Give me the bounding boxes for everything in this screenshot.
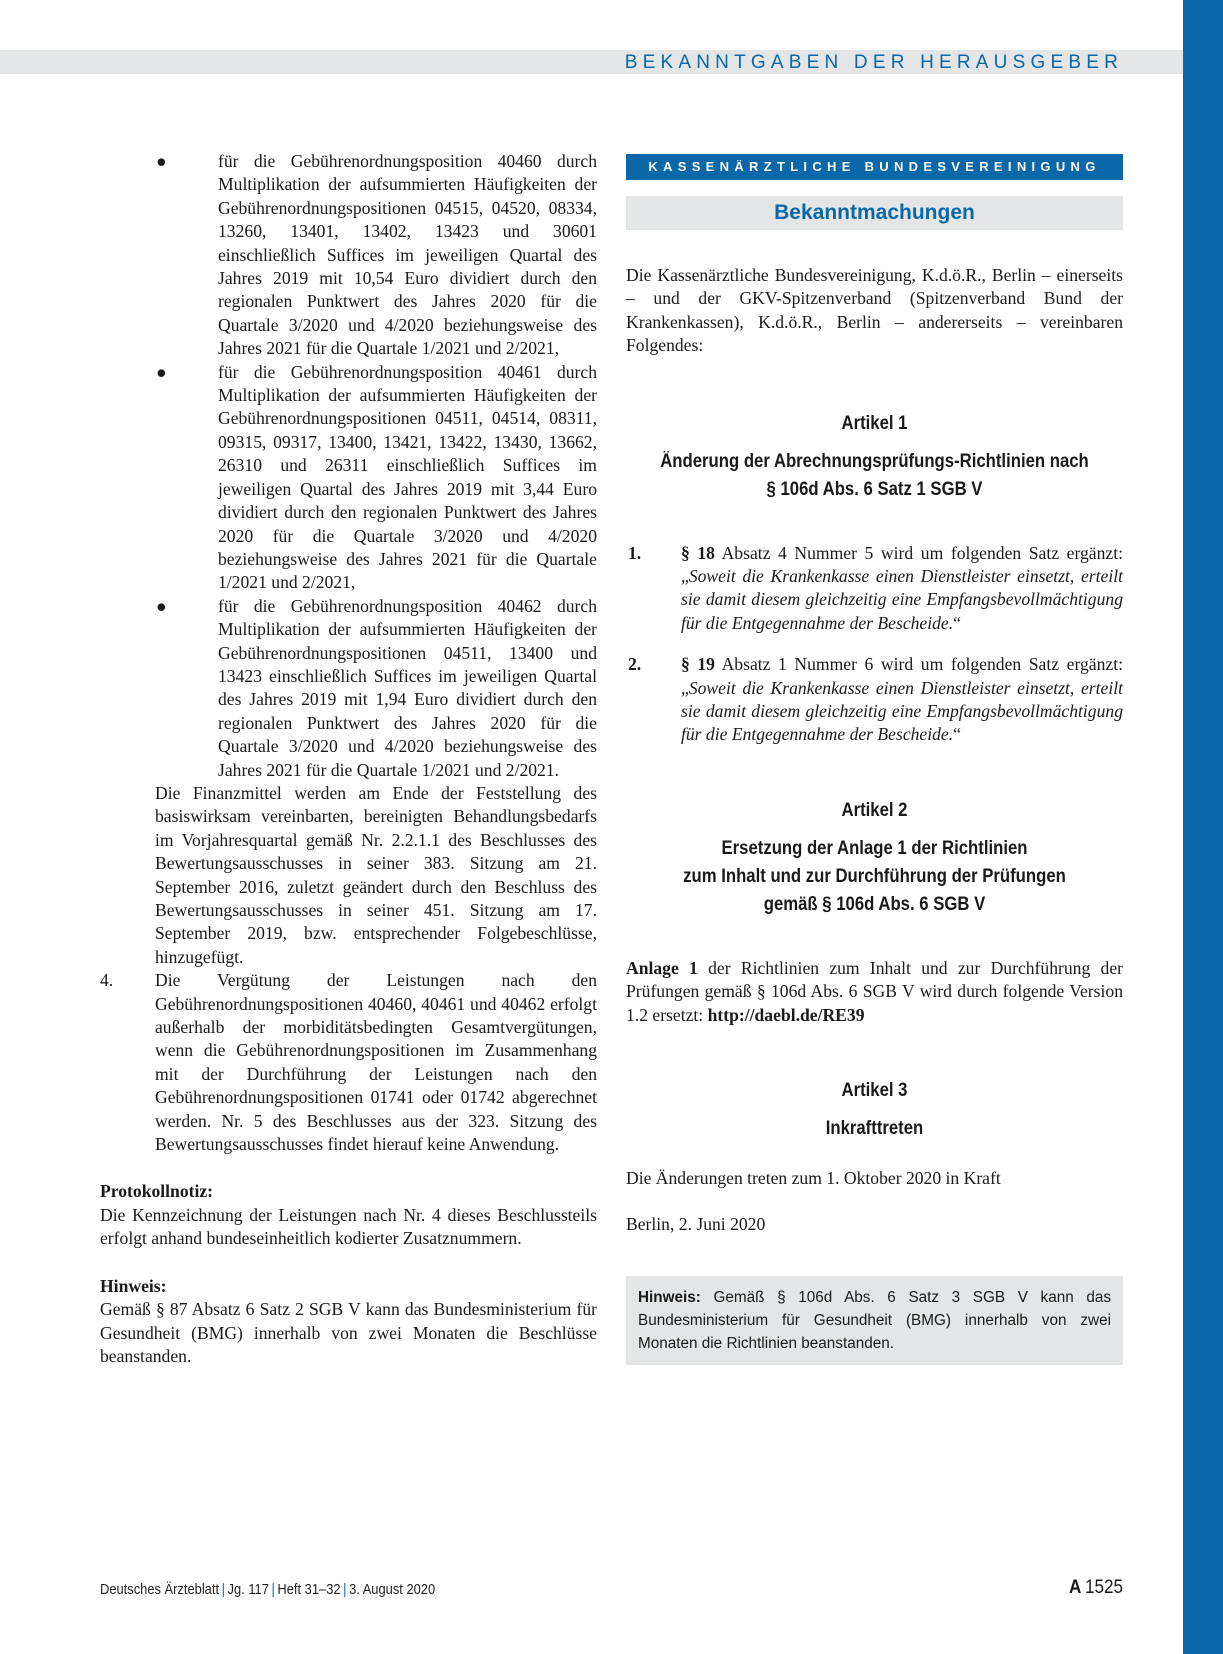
issue-date: 3. August 2020 bbox=[349, 1581, 436, 1598]
page-number bbox=[1069, 1577, 1123, 1599]
separator: | bbox=[343, 1581, 347, 1598]
inkraft-paragraph: Die Änderungen treten zum 1. Oktober 2020 in Kraft bbox=[626, 1168, 1001, 1189]
journal-name: Deutsches Ärzteblatt bbox=[100, 1581, 220, 1598]
quote-open: „ bbox=[681, 677, 689, 698]
volume: Jg. 117 bbox=[227, 1581, 269, 1598]
bullet-icon: ● bbox=[156, 151, 167, 171]
item-text: Die Vergütung der Leistungen nach den Gebührenordnungspositionen 40460, 40461 und 40462 erfolgt außerhalb der morbiditätsbedingten Gesamtvergütungen, wenn die Gebührenordnungspositionen im Zusammenhang mit der Durchführung der Leistungen nach den Gebührenordnungspositionen 01741 oder 01742 abgerechnet werden. Nr. 5 des Beschlusses aus der 323. Sitzung des Bewertungsausschusses findet hierauf keine Anwendung. bbox=[155, 970, 597, 1155]
artikel-2-subtitle-line3: gemäß § 106d Abs. 6 SGB V bbox=[763, 893, 986, 915]
hinweis-box bbox=[626, 1276, 1123, 1365]
quote-open: „ bbox=[681, 566, 689, 587]
bullet-icon: ● bbox=[156, 361, 167, 382]
item-number: 2. bbox=[628, 654, 642, 675]
date-line: Berlin, 2. Juni 2020 bbox=[626, 1213, 766, 1234]
bullet-item bbox=[100, 150, 597, 361]
separator: | bbox=[271, 1581, 275, 1598]
bullet-item bbox=[100, 361, 597, 595]
item-number: 1. bbox=[628, 542, 642, 563]
artikel-3-title: Artikel 3 bbox=[841, 1080, 908, 1102]
quote-close: “ bbox=[953, 724, 961, 745]
left-column bbox=[100, 150, 597, 1368]
protokoll-label: Protokollnotiz: bbox=[100, 1181, 214, 1202]
quoted-sentence: Soweit die Krankenkasse einen Dienstleister einsetzt, erteilt sie damit diesem gleichzeitig eine Empfangsbevollmächtigung für die Entgegennahme der Bescheide. bbox=[681, 677, 1123, 745]
item-number: 4. bbox=[100, 970, 114, 991]
item-text: Absatz 4 Nummer 5 wird um folgenden Satz ergänzt: bbox=[714, 542, 1123, 563]
hinweis-label: Hinweis: bbox=[638, 1288, 701, 1306]
artikel-1-subtitle-line1: Änderung der Abrechnungsprüfungs-Richtlinien nach bbox=[660, 450, 1089, 472]
bullet-item bbox=[100, 595, 597, 782]
paragraph-ref: § 18 bbox=[681, 542, 715, 563]
anlage-label: Anlage 1 bbox=[626, 957, 698, 978]
bullet-text: für die Gebührenordnungsposition 40461 durch Multiplikation der aufsummierten Häufigkeiten der Gebührenordnungspositionen 04511, 04514, 08311, 09315, 09317, 13400, 13421, 13422, 13430, 13662, 26310 und 26311 einschließlich Suffices im jeweiligen Quartal des Jahres 2019 mit 3,44 Euro dividiert durch den regionalen Punktwert des Jahres 2020 für die Quartale 3/2020 und 4/2020 beziehungsweise des Jahres 2021 für die Quartale 1/2021 und 2/2021, bbox=[218, 361, 597, 593]
anlage-paragraph bbox=[626, 957, 1123, 1027]
artikel-2-title: Artikel 2 bbox=[841, 799, 908, 821]
finanzmittel-paragraph: Die Finanzmittel werden am Ende der Feststellung des basiswirksam vereinbarten, bereinigten Behandlungsbedarfs im Vorjahresquartal gemäß Nr. 2.2.1.1 des Beschlusses des Bewertungsausschusses in seiner 383. Sitzung am 21. September 2016, zuletzt geändert durch den Beschluss des Bewertungsausschusses in seiner 451. Sitzung am 17. September 2019, bzw. entsprechender Folgebeschlüsse, hinzugefügt. bbox=[155, 782, 597, 967]
paragraph-ref: § 19 bbox=[681, 654, 715, 675]
artikel-2-subtitle-line2: zum Inhalt und zur Durchführung der Prüfungen bbox=[683, 865, 1066, 887]
artikel-3-subtitle: Inkrafttreten bbox=[825, 1118, 924, 1140]
numbered-item-1 bbox=[626, 542, 1123, 636]
numbered-item-2 bbox=[626, 653, 1123, 747]
page-num: 1525 bbox=[1084, 1577, 1123, 1598]
bekanntmachungen-heading: Bekanntmachungen bbox=[626, 196, 1123, 230]
quoted-sentence: Soweit die Krankenkasse einen Dienstleister einsetzt, erteilt sie damit diesem gleichzeitig eine Empfangsbevollmächtigung für die Entgegennahme der Bescheide. bbox=[681, 566, 1123, 633]
bullet-text: für die Gebührenordnungsposition 40460 durch Multiplikation der aufsummierten Häufigkeiten der Gebührenordnungspositionen 04515, 04520, 08334, 13260, 13401, 13402, 13423 und 30601 einschließlich Suffices im jeweiligen Quartal des Jahres 2019 mit 10,54 Euro dividiert durch den regionalen Punktwert des Jahres 2020 für die Quartale 3/2020 und 4/2020 beziehungsweise des Jahres 2021 für die Quartale 1/2021 und 2/2021, bbox=[218, 151, 597, 359]
intro-paragraph: Die Kassenärztliche Bundesvereinigung, K.d.ö.R., Berlin – einerseits – und der GKV-Spitzenverband (Spitzenverband Bund der Krankenkassen), K.d.ö.R., Berlin – andererseits – vereinbaren Folgendes: bbox=[626, 265, 1123, 356]
anlage-link[interactable]: http://daebl.de/RE39 bbox=[707, 1004, 865, 1025]
protokoll-text: Die Kennzeichnung der Leistungen nach Nr. 4 dieses Beschlussteils erfolgt anhand bundeseinheitlich kodierter Zusatznummern. bbox=[100, 1204, 597, 1249]
item-text: Absatz 1 Nummer 6 wird um folgenden Satz ergänzt: bbox=[714, 654, 1123, 675]
artikel-1-subtitle-line2: § 106d Abs. 6 Satz 1 SGB V bbox=[766, 478, 983, 500]
anlage-text: der Richtlinien zum Inhalt und zur Durchführung der Prüfungen gemäß § 106d Abs. 6 SGB V wird durch folgende Version 1.2 ersetzt: bbox=[626, 957, 1123, 1025]
quote-close: “ bbox=[953, 612, 961, 633]
right-column bbox=[626, 154, 1123, 1365]
artikel-2-subtitle-line1: Ersetzung der Anlage 1 der Richtlinien bbox=[721, 837, 1028, 859]
footer-citation bbox=[100, 1581, 435, 1598]
issue: Heft 31–32 bbox=[277, 1581, 341, 1598]
numbered-item-4 bbox=[100, 969, 597, 1156]
hinweis-text: Gemäß § 87 Absatz 6 Satz 2 SGB V kann das Bundesministerium für Gesundheit (BMG) innerhalb von zwei Monaten die Beschlüsse beanstanden. bbox=[100, 1299, 597, 1366]
separator: | bbox=[221, 1581, 225, 1598]
artikel-1-title: Artikel 1 bbox=[841, 412, 908, 434]
kbv-banner: KASSENÄRZTLICHE BUNDESVEREINIGUNG bbox=[626, 154, 1123, 180]
bullet-icon: ● bbox=[156, 595, 167, 616]
section-header: BEKANNTGABEN DER HERAUSGEBER bbox=[624, 52, 1123, 73]
bullet-text: für die Gebührenordnungsposition 40462 durch Multiplikation der aufsummierten Häufigkeiten der Gebührenordnungspositionen 04511, 13400 und 13423 einschließlich Suffices im jeweiligen Quartal des Jahres 2019 mit 1,94 Euro dividiert durch den regionalen Punktwert des Jahres 2020 für die Quartale 3/2020 und 4/2020 beziehungsweise des Jahres 2021 für die Quartale 1/2021 und 2/2021. bbox=[218, 595, 597, 780]
right-accent-bar bbox=[1183, 0, 1223, 1654]
hinweis-label: Hinweis: bbox=[100, 1275, 167, 1296]
hinweis-text: Gemäß § 106d Abs. 6 Satz 3 SGB V kann das Bundesministerium für Gesundheit (BMG) innerhalb von zwei Monaten die Richtlinien beanstanden. bbox=[638, 1288, 1111, 1352]
page-prefix: A bbox=[1068, 1577, 1082, 1598]
